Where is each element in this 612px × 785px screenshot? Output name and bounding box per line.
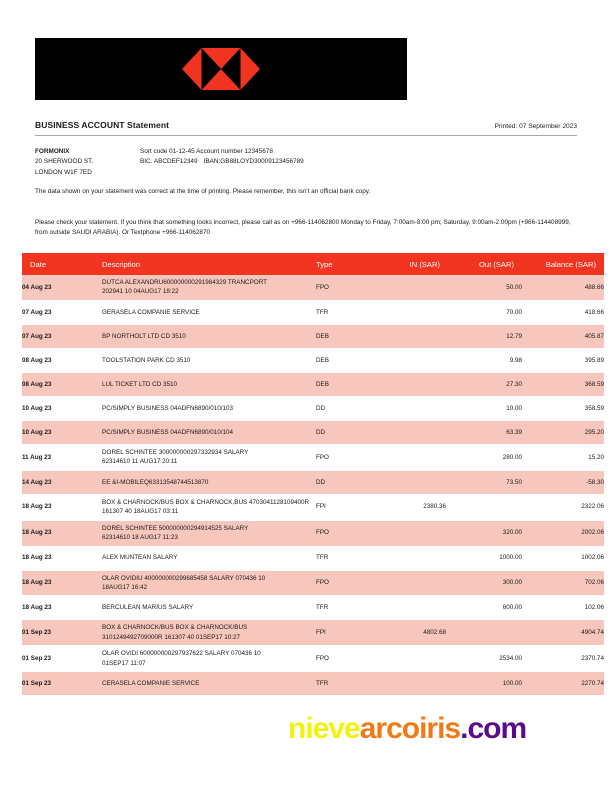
- cell-balance: 702.06: [522, 570, 604, 596]
- account-info-block: [35, 147, 577, 178]
- description-line-1: OLAR OVIDI 600000000297937622 SALARY 070436 10: [102, 650, 261, 658]
- cell-out-amount: 280.00: [446, 444, 522, 470]
- cell-balance: 4904.74: [522, 620, 604, 646]
- account-holder-address: [35, 147, 140, 178]
- transactions-table: [22, 253, 604, 696]
- table-row[interactable]: [22, 546, 604, 570]
- cell-type: FPO: [316, 520, 374, 546]
- cell-in-amount: [374, 520, 446, 546]
- column-header-balance[interactable]: Balance (SAR): [522, 253, 604, 275]
- table-row[interactable]: [22, 444, 604, 470]
- cell-date: 11 Aug 23: [22, 444, 102, 470]
- cell-date: 10 Aug 23: [22, 396, 102, 420]
- cell-description: [102, 596, 316, 620]
- cell-type: DEB: [316, 372, 374, 396]
- table-row[interactable]: [22, 470, 604, 494]
- cell-out-amount: 300.00: [446, 570, 522, 596]
- cell-type: DD: [316, 470, 374, 494]
- column-header-date[interactable]: Date: [22, 253, 102, 275]
- cell-out-amount: 2534.00: [446, 646, 522, 672]
- description-line-1: DUTCA ALEXANDRU600000000291984329 TRANCPORT: [102, 279, 267, 286]
- cell-out-amount: 1000.00: [446, 546, 522, 570]
- cell-date: 01 Sep 23: [22, 620, 102, 646]
- table-row[interactable]: [22, 646, 604, 672]
- cell-type: FPI: [316, 494, 374, 520]
- cell-in-amount: [374, 570, 446, 596]
- table-row[interactable]: [22, 396, 604, 420]
- cell-type: TFR: [316, 300, 374, 324]
- cell-date: 08 Aug 23: [22, 348, 102, 372]
- cell-balance: 405.87: [522, 324, 604, 348]
- cell-type: FPI: [316, 620, 374, 646]
- column-header-out[interactable]: Out (SAR): [446, 253, 522, 275]
- cell-balance: 15.20: [522, 444, 604, 470]
- cell-date: 07 Aug 23: [22, 300, 102, 324]
- description-line-1: OLAR OVIDIU 400000000299685458 SALARY 070436 10: [102, 574, 266, 582]
- cell-in-amount: [374, 672, 446, 696]
- cell-out-amount: 63.39: [446, 420, 522, 444]
- description-line-2: 202941 10 04AUG17 18:22: [102, 288, 179, 296]
- cell-description: [102, 348, 316, 372]
- description-line-1: LUL TICKET LTD CD 3510: [102, 380, 178, 388]
- cell-out-amount: 27.30: [446, 372, 522, 396]
- cell-date: 18 Aug 23: [22, 596, 102, 620]
- cell-in-amount: [374, 300, 446, 324]
- cell-description: [102, 520, 316, 546]
- cell-description: [102, 372, 316, 396]
- cell-description: [102, 546, 316, 570]
- cell-description: [102, 420, 316, 444]
- cell-date: 18 Aug 23: [22, 546, 102, 570]
- table-row[interactable]: [22, 300, 604, 324]
- sort-code-line: Sort code 01-12-45 Account number 12345678: [140, 148, 273, 155]
- table-row[interactable]: [22, 620, 604, 646]
- table-row[interactable]: [22, 324, 604, 348]
- account-holder-name: FORMONIX: [35, 148, 70, 155]
- table-row[interactable]: [22, 348, 604, 372]
- description-line-1: ALEX MUNTEAN SALARY: [102, 554, 178, 562]
- watermark-part-2: arcoiris: [359, 712, 461, 745]
- cell-description: [102, 620, 316, 646]
- cell-in-amount: [374, 470, 446, 494]
- cell-out-amount: 73.50: [446, 470, 522, 494]
- description-line-1: BERCULEAN MARIUS SALARY: [102, 604, 194, 612]
- cell-date: 08 Aug 23: [22, 372, 102, 396]
- bank-logo-banner: [35, 38, 407, 100]
- cell-type: FPO: [316, 646, 374, 672]
- cell-in-amount: [374, 444, 446, 470]
- description-line-1: PC/SIMPLY BUSINESS 04ADFN6890/010/103: [102, 404, 234, 412]
- cell-type: FPO: [316, 444, 374, 470]
- description-line-1: DOREL SCHINTEE 300000000297332934 SALARY: [102, 448, 249, 456]
- column-header-type[interactable]: Type: [316, 253, 374, 275]
- cell-type: DD: [316, 420, 374, 444]
- cell-description: [102, 570, 316, 596]
- cell-description: [102, 275, 316, 300]
- cell-out-amount: 9.98: [446, 348, 522, 372]
- description-line-2: 62314610 18 AUG17 11:23: [102, 534, 178, 542]
- contact-notice: Please check your statement. If you think that something looks incorrect, please call as on +966-114062800 Monday to Friday, 7:00am-8:00 pm; Saturday, 9:00am-2:00pm (+966-114408999, from outside SAUDI ARABIA). Or Textphone +966-114062870: [35, 219, 571, 237]
- description-line-1: BOX & CHARNOCK/BUS BOX & CHARNOCK,BUS 4703041128109400R: [102, 498, 310, 506]
- table-row[interactable]: [22, 372, 604, 396]
- cell-out-amount: 320.00: [446, 520, 522, 546]
- cell-in-amount: [374, 546, 446, 570]
- cell-description: [102, 324, 316, 348]
- cell-description: [102, 396, 316, 420]
- description-line-2: 62314610 11 AUG17 20:11: [102, 458, 178, 466]
- iban-value: IBAN:GB88LOYD30009123456789: [203, 158, 304, 166]
- description-line-2: 3101249492709000R 161307 40 01SEP17 10:27: [102, 633, 240, 641]
- cell-out-amount: 12.79: [446, 324, 522, 348]
- table-row[interactable]: [22, 596, 604, 620]
- cell-out-amount: 50.00: [446, 275, 522, 300]
- watermark-part-1: nieve: [288, 712, 360, 745]
- cell-out-amount: [446, 494, 522, 520]
- cell-in-amount: 4802.68: [374, 620, 446, 646]
- cell-in-amount: [374, 372, 446, 396]
- table-row[interactable]: [22, 520, 604, 546]
- description-line-2: 01SEP17 11:07: [102, 659, 146, 667]
- cell-balance: 2002.06: [522, 520, 604, 546]
- cell-in-amount: [374, 646, 446, 672]
- cell-date: 18 Aug 23: [22, 494, 102, 520]
- table-row[interactable]: [22, 672, 604, 696]
- title-divider: [35, 135, 577, 136]
- cell-in-amount: [374, 348, 446, 372]
- cell-balance: 102.06: [522, 596, 604, 620]
- cell-description: [102, 300, 316, 324]
- cell-description: [102, 444, 316, 470]
- cell-in-amount: [374, 275, 446, 300]
- cell-date: 04 Aug 23: [22, 275, 102, 300]
- cell-type: DEB: [316, 348, 374, 372]
- table-row[interactable]: [22, 494, 604, 520]
- description-line-1: TOOLSTATION PARK CD 3510: [102, 356, 191, 364]
- cell-out-amount: [446, 620, 522, 646]
- cell-type: TFR: [316, 596, 374, 620]
- table-header-row: [22, 253, 604, 275]
- cell-balance: 2370.74: [522, 646, 604, 672]
- table-header: [22, 253, 604, 275]
- cell-date: 18 Aug 23: [22, 570, 102, 596]
- cell-description: [102, 672, 316, 696]
- cell-in-amount: [374, 420, 446, 444]
- cell-in-amount: 2380.36: [374, 494, 446, 520]
- hsbc-hexagon-logo-icon: [182, 48, 260, 90]
- cell-balance: 488.66: [522, 275, 604, 300]
- accuracy-notice: The data shown on your statement was correct at the time of printing. Please remember, this isn't an official bank copy.: [35, 188, 371, 195]
- watermark-part-3: .com: [460, 712, 527, 745]
- cell-balance: 1002.06: [522, 546, 604, 570]
- table-body: [22, 275, 604, 696]
- cell-balance: 358.59: [522, 396, 604, 420]
- cell-out-amount: 10.00: [446, 396, 522, 420]
- cell-balance: -58.30: [522, 470, 604, 494]
- cell-type: DEB: [316, 324, 374, 348]
- description-line-1: GERASELA COMPANIE SERVICE: [102, 308, 200, 316]
- cell-date: 18 Aug 23: [22, 520, 102, 546]
- cell-balance: 395.89: [522, 348, 604, 372]
- address-line-2: LONDON W1F 7ED: [35, 168, 92, 176]
- column-header-in[interactable]: IN (SAR): [374, 253, 446, 275]
- description-line-2: 161307 40 18AUG17 03:11: [102, 508, 179, 516]
- cell-date: 07 Aug 23: [22, 324, 102, 348]
- site-watermark: [288, 712, 526, 746]
- cell-type: DD: [316, 396, 374, 420]
- table-row[interactable]: [22, 570, 604, 596]
- cell-in-amount: [374, 596, 446, 620]
- account-numbers: [140, 147, 304, 178]
- table-row[interactable]: [22, 420, 604, 444]
- cell-description: [102, 494, 316, 520]
- table-row[interactable]: [22, 275, 604, 300]
- cell-type: FPO: [316, 275, 374, 300]
- cell-date: 01 Sep 23: [22, 672, 102, 696]
- cell-balance: 2322.06: [522, 494, 604, 520]
- cell-type: FPO: [316, 570, 374, 596]
- description-line-1: DOREL SCHINTEE 500000000294914525 SALARY: [102, 524, 249, 532]
- statement-title-row: [35, 120, 577, 130]
- cell-balance: 418.66: [522, 300, 604, 324]
- cell-date: 10 Aug 23: [22, 420, 102, 444]
- cell-balance: 2270.74: [522, 672, 604, 696]
- cell-in-amount: [374, 324, 446, 348]
- cell-description: [102, 470, 316, 494]
- bic-value: BIC. ABCDEF12349: [140, 158, 198, 166]
- cell-balance: 295.20: [522, 420, 604, 444]
- description-line-1: PC/SIMPLY BUSINESS 04ADFN6890/010/104: [102, 428, 234, 436]
- description-line-1: BP NORTHOLT LTD CD 3510: [102, 332, 186, 340]
- cell-date: 01 Sep 23: [22, 646, 102, 672]
- cell-date: 14 Aug 23: [22, 470, 102, 494]
- printed-date: Printed: 07 September 2023: [494, 123, 577, 130]
- cell-out-amount: 70.00: [446, 300, 522, 324]
- page-title: BUSINESS ACCOUNT Statement: [35, 120, 170, 130]
- cell-balance: 368.59: [522, 372, 604, 396]
- description-line-1: CERASELA COMPANIE SERVICE: [102, 679, 200, 687]
- bic-iban-line: [140, 157, 304, 167]
- column-header-description[interactable]: Description: [102, 253, 316, 275]
- description-line-1: EE &I-MOBILEQ63313548744513870: [102, 478, 209, 486]
- address-line-1: 20 SHERWOOD ST.: [35, 158, 94, 166]
- cell-description: [102, 646, 316, 672]
- cell-type: TFR: [316, 546, 374, 570]
- description-line-1: BOX & CHARNOCK/BUS BOX & CHARNOCK/BUS: [102, 624, 248, 632]
- cell-out-amount: 600.00: [446, 596, 522, 620]
- cell-out-amount: 100.00: [446, 672, 522, 696]
- description-line-2: 18AUG17 16:42: [102, 583, 148, 591]
- cell-in-amount: [374, 396, 446, 420]
- cell-type: TFR: [316, 672, 374, 696]
